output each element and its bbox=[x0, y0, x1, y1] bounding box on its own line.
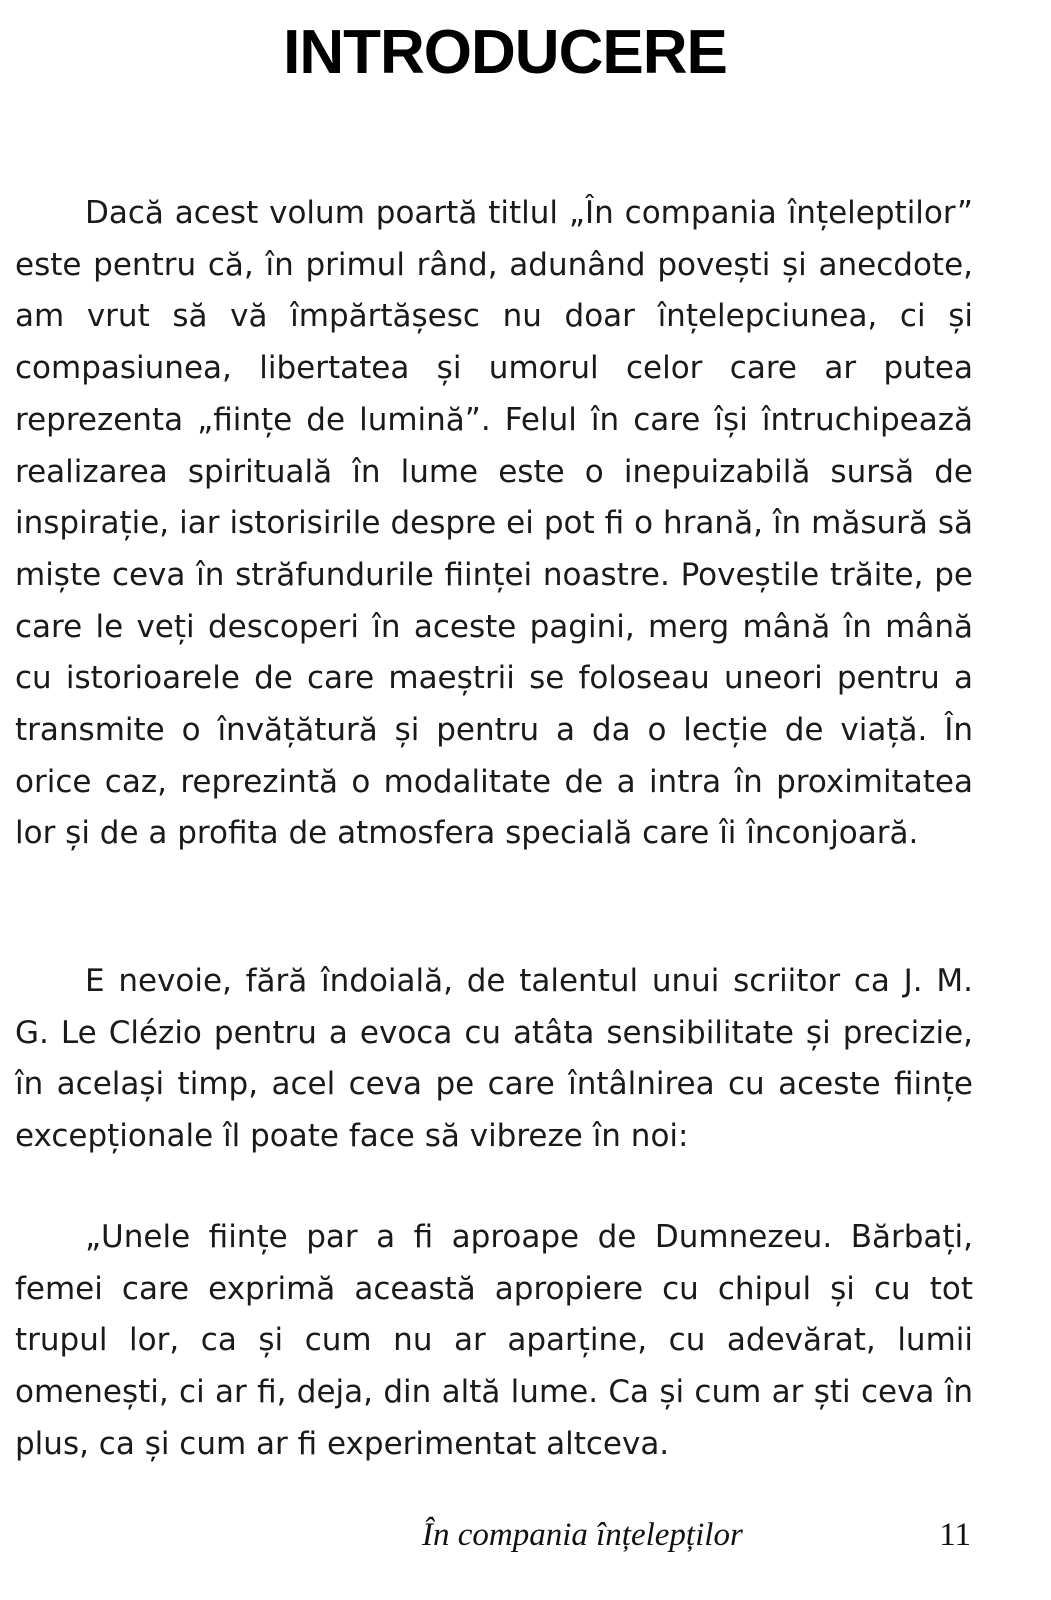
running-footer-title: În compania înțelepților bbox=[422, 1517, 743, 1553]
paragraph-le-clezio: E nevoie, fără îndoială, de talentul unui scriitor ca J. M. G. Le Clézio pentru a evoca cu atâta sensibilitate și precizie, în același timp, acel ceva pe care întâlnirea cu aceste ființe excepționale îl poate face să vibreze în noi: bbox=[15, 963, 973, 1155]
paragraph-quote: „Unele ființe par a fi aproape de Dumnezeu. Bărbați, femei care exprimă această apropiere cu chipul și cu tot trupul lor, ca și cum nu ar aparține, cu adevărat, lumii omenești, ci ar fi, deja, din altă lume. Ca și cum ar ști ceva în plus, ca și cum ar fi experimentat altceva. bbox=[15, 1219, 973, 1462]
paragraph-intro: Dacă acest volum poartă titlul „În compania înțeleptilor” este pentru că, în primul rând, adunând povești și anecdote, am vrut să vă împărtășesc nu doar înțelepciunea, ci și compasiunea, libertatea și umorul celor care ar putea reprezenta „ființe de lumină”. Felul în care își întruchipează realizarea spirituală în lume este o inepuizabilă sursă de inspirație, iar istorisirile despre ei pot fi o hrană, în măsură să miște ceva în străfundurile ființei noastre. Poveștile trăite, pe care le veți descoperi în aceste pagini, merg mână în mână cu istorioarele de care maeștrii se foloseau uneori pentru a transmite o învățătură și pentru a da o lecție de viață. În orice caz, reprezintă o modalitate de a intra în proximitatea lor și de a profita de atmosfera specială care îi înconjoară. bbox=[15, 195, 973, 852]
page-number: 11 bbox=[939, 1517, 971, 1553]
chapter-title: INTRODUCERE bbox=[283, 18, 727, 87]
